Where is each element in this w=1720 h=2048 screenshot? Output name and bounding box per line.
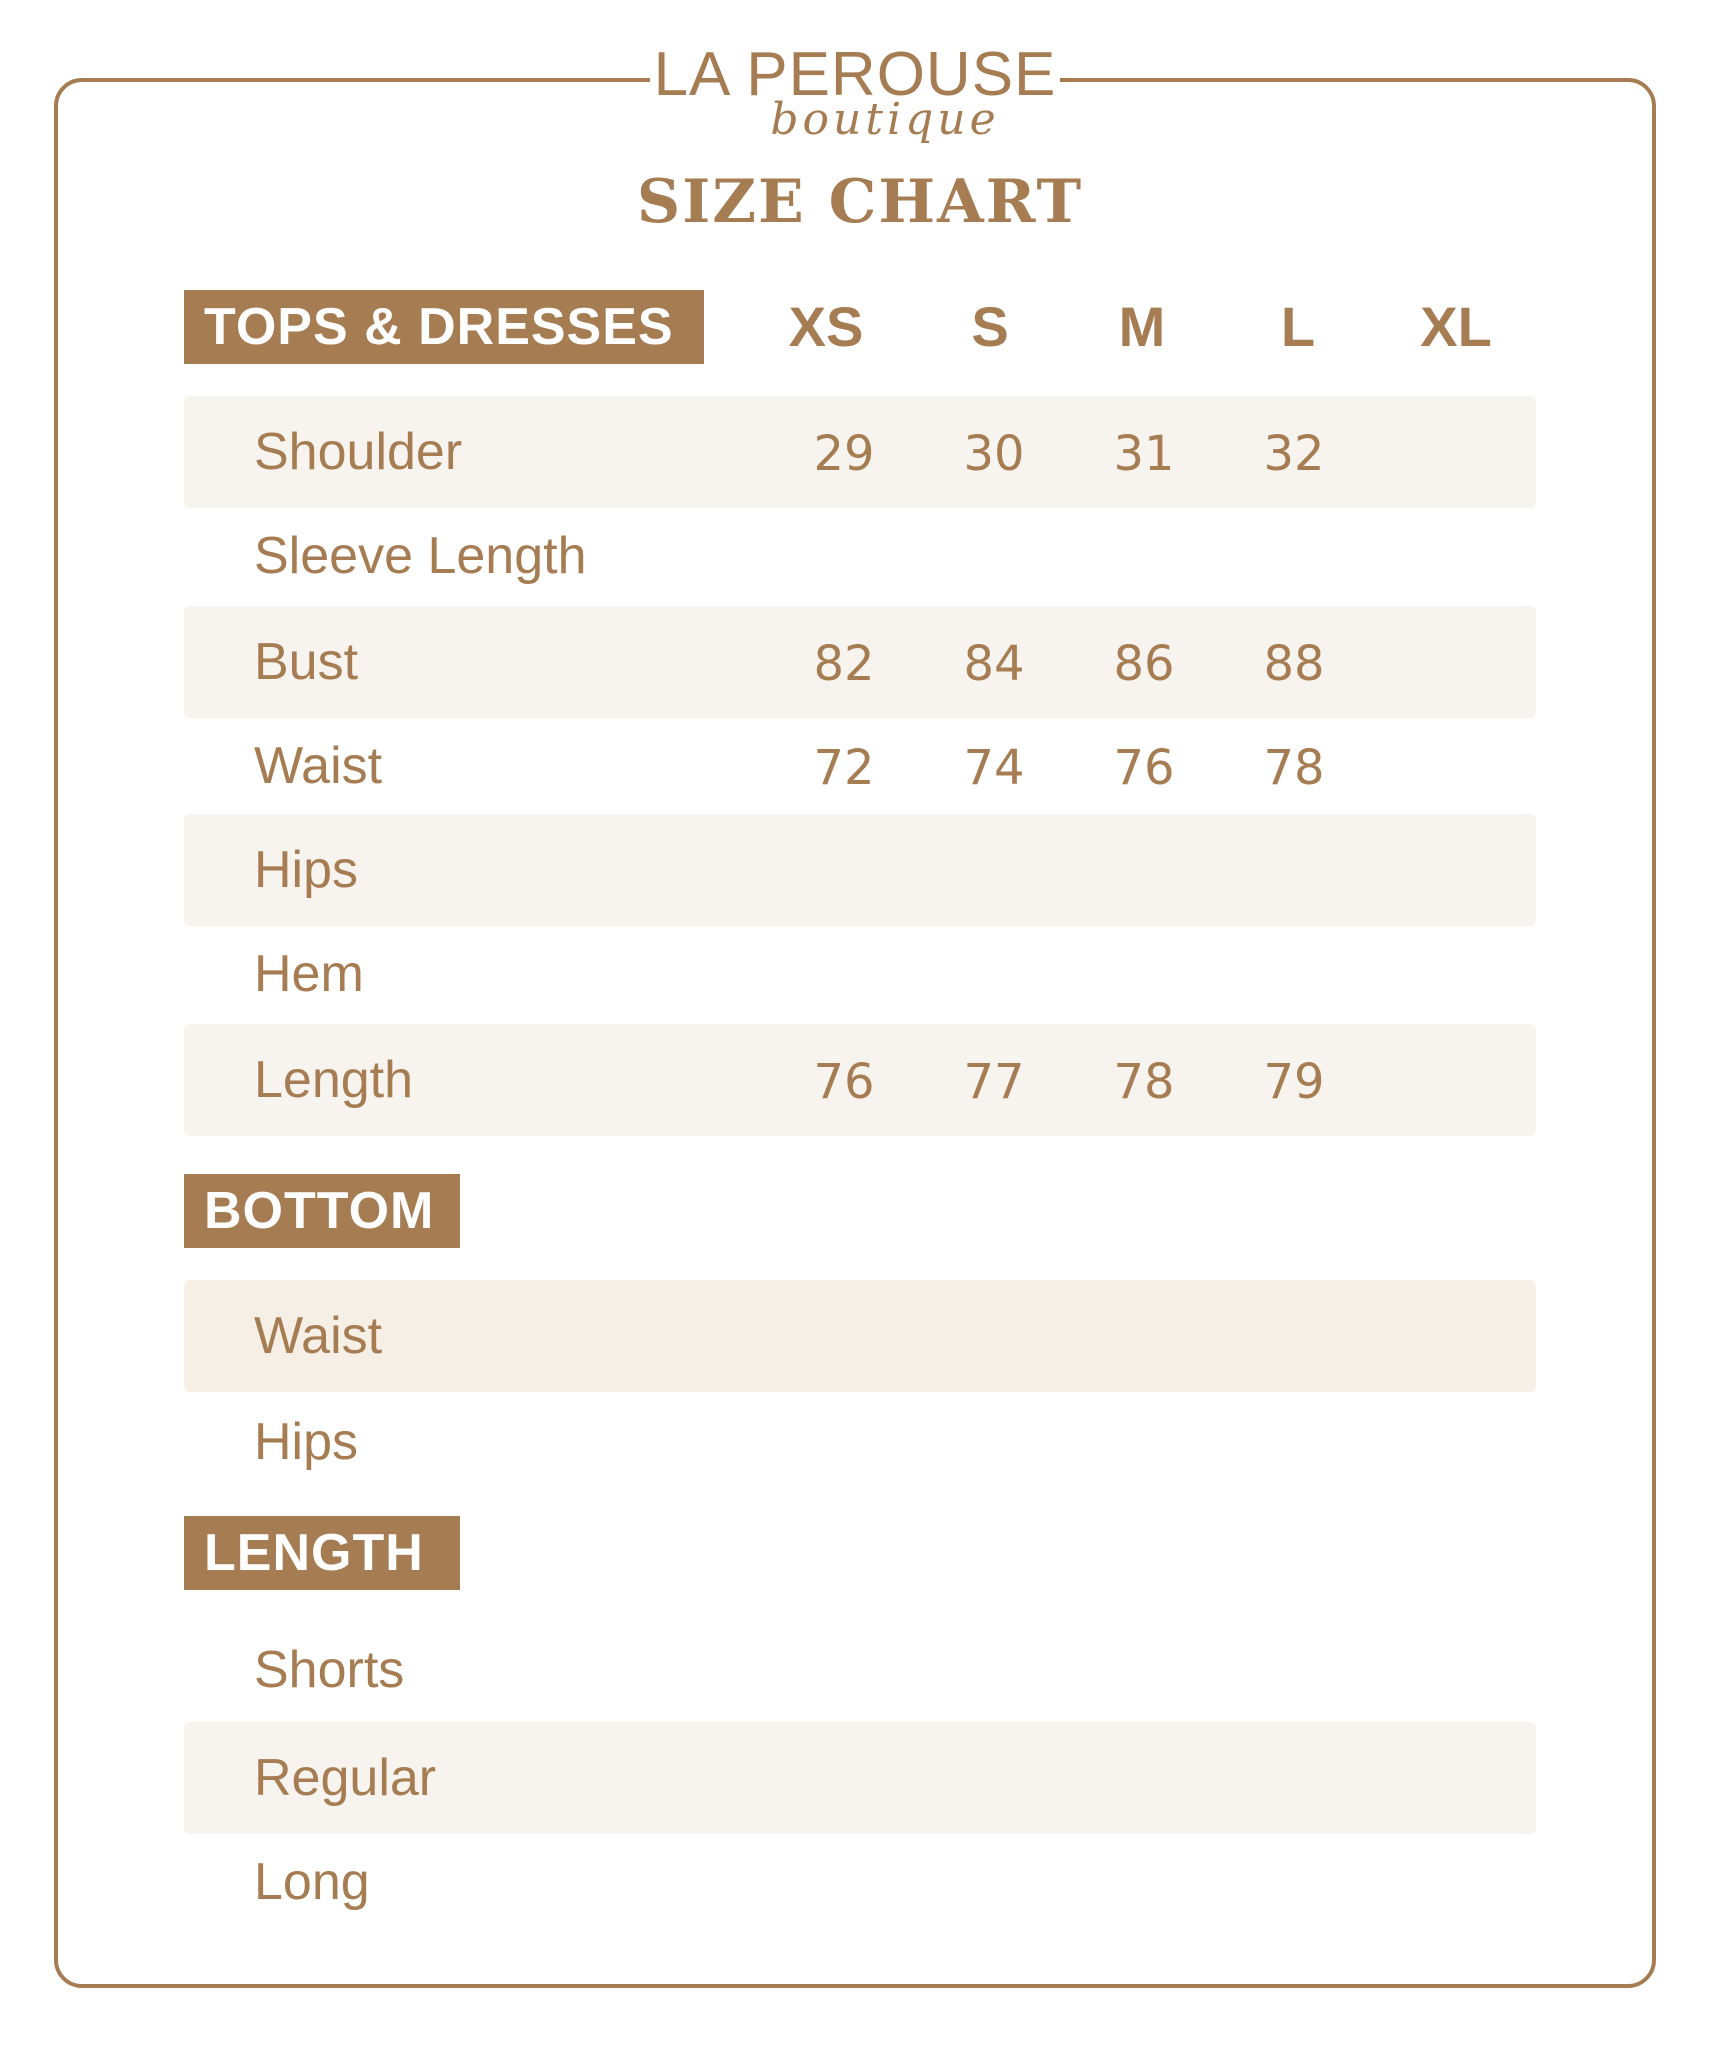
brand-logo [650, 40, 1060, 160]
cell-s: 84 [963, 636, 1025, 692]
table-row [184, 396, 1536, 508]
cell-xl [1396, 396, 1516, 508]
cell-m [1084, 500, 1204, 612]
row-label: Long [254, 1853, 370, 1911]
col-header-m: M [1118, 295, 1166, 358]
cell-xs [784, 500, 904, 612]
table-row [184, 918, 1536, 1030]
cell-s [934, 918, 1054, 1030]
cell-l: 79 [1263, 1054, 1325, 1110]
cell-xl [1396, 500, 1516, 612]
row-label: Bust [254, 633, 359, 691]
cell-s: 77 [963, 1054, 1025, 1110]
cell-l: 32 [1263, 426, 1325, 482]
cell-l: 78 [1263, 740, 1325, 796]
table-row [184, 710, 1536, 822]
row-label: Waist [254, 1307, 383, 1365]
row-label: Sleeve Length [254, 527, 587, 585]
table-row [184, 500, 1536, 612]
section-header-tops: TOPS & DRESSES [184, 290, 704, 364]
row-label: Hem [254, 945, 364, 1003]
cell-s [934, 814, 1054, 926]
cell-l: 88 [1263, 636, 1325, 692]
col-header-xl: XL [1420, 295, 1492, 358]
col-header-l: L [1280, 295, 1316, 358]
cell-m [1084, 814, 1204, 926]
cell-m [1084, 918, 1204, 1030]
table-row [184, 1280, 1536, 1392]
cell-m: 78 [1113, 1054, 1175, 1110]
row-label: Waist [254, 737, 383, 795]
brand-script: boutique [770, 94, 1000, 145]
cell-m: 31 [1113, 426, 1175, 482]
table-row [184, 1826, 1536, 1938]
cell-xl [1396, 606, 1516, 718]
cell-l [1234, 500, 1354, 612]
table-row [184, 1722, 1536, 1834]
cell-m: 86 [1113, 636, 1175, 692]
section-header-bottom: BOTTOM [184, 1174, 460, 1248]
cell-xs: 76 [813, 1054, 875, 1110]
cell-xl [1396, 918, 1516, 1030]
page-title: SIZE CHART [636, 167, 1084, 237]
table-row [184, 814, 1536, 926]
cell-xl [1396, 814, 1516, 926]
row-label: Hips [254, 841, 359, 899]
table-row [184, 1024, 1536, 1136]
section-header-length: LENGTH [184, 1516, 460, 1590]
cell-m: 76 [1113, 740, 1175, 796]
cell-l [1234, 918, 1354, 1030]
cell-s: 30 [963, 426, 1025, 482]
cell-xs [784, 918, 904, 1030]
row-label: Length [254, 1051, 414, 1109]
cell-l [1234, 814, 1354, 926]
col-header-xs: XS [788, 295, 864, 358]
row-label: Shorts [254, 1641, 405, 1699]
cell-s: 74 [963, 740, 1025, 796]
cell-s [934, 500, 1054, 612]
cell-xs: 72 [813, 740, 875, 796]
table-row [184, 1614, 1536, 1726]
row-label: Shoulder [254, 423, 463, 481]
cell-xs: 29 [813, 426, 875, 482]
col-header-s: S [971, 295, 1009, 358]
brand-name: LA PEROUSE [653, 40, 1057, 109]
table-row [184, 1386, 1536, 1498]
cell-xl [1396, 710, 1516, 822]
cell-xl [1396, 1024, 1516, 1136]
table-row [184, 606, 1536, 718]
cell-xs [784, 814, 904, 926]
row-label: Regular [254, 1749, 437, 1807]
row-label: Hips [254, 1413, 359, 1471]
cell-xs: 82 [813, 636, 875, 692]
